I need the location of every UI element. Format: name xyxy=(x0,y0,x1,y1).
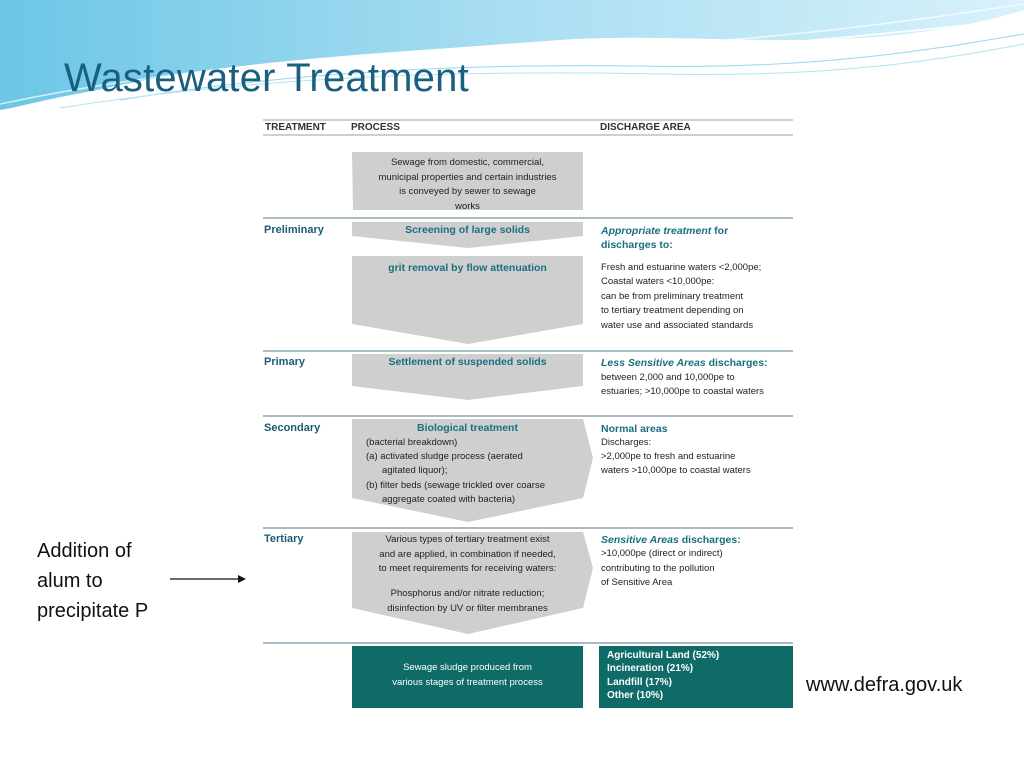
discharge-primary-title: Less Sensitive Areas discharges: xyxy=(601,357,768,369)
stage-preliminary: Preliminary xyxy=(264,224,324,236)
slide-title: Wastewater Treatment xyxy=(64,56,469,100)
discharge-tertiary-title: Sensitive Areas discharges: xyxy=(601,534,741,546)
settlement-label: Settlement of suspended solids xyxy=(388,356,547,368)
tertiary-text: Various types of tertiary treatment exist and are applied, in combination if needed, to meet requirements for receiving waters: xyxy=(378,534,557,574)
grit-label: grit removal by flow attenuation xyxy=(388,262,547,274)
header-process: PROCESS xyxy=(351,122,400,133)
intake-text: Sewage from domestic, commercial, municipal properties and certain industries is conveyed by sewer to sewage works xyxy=(378,157,557,212)
source-link[interactable]: www.defra.gov.uk xyxy=(806,674,963,696)
header-discharge: DISCHARGE AREA xyxy=(600,122,691,133)
header-treatment: TREATMENT xyxy=(265,122,326,133)
discharge-secondary-title: Normal areas xyxy=(601,423,668,435)
screening-label: Screening of large solids xyxy=(405,224,530,236)
discharge-preliminary-title-2: discharges to: xyxy=(601,239,673,251)
stage-tertiary: Tertiary xyxy=(264,533,304,545)
arrow-right-icon xyxy=(170,572,250,586)
sludge-text: Sewage sludge produced from various stages of treatment process xyxy=(392,662,543,688)
tertiary-text-2: Phosphorus and/or nitrate reduction; disinfection by UV or filter membranes xyxy=(387,588,548,614)
stage-primary: Primary xyxy=(264,356,305,368)
discharge-preliminary-title: Appropriate treatment for xyxy=(601,225,729,237)
biological-title: Biological treatment xyxy=(417,422,518,434)
stage-secondary: Secondary xyxy=(264,422,321,434)
alum-note: Addition of alum to precipitate P xyxy=(37,540,149,622)
